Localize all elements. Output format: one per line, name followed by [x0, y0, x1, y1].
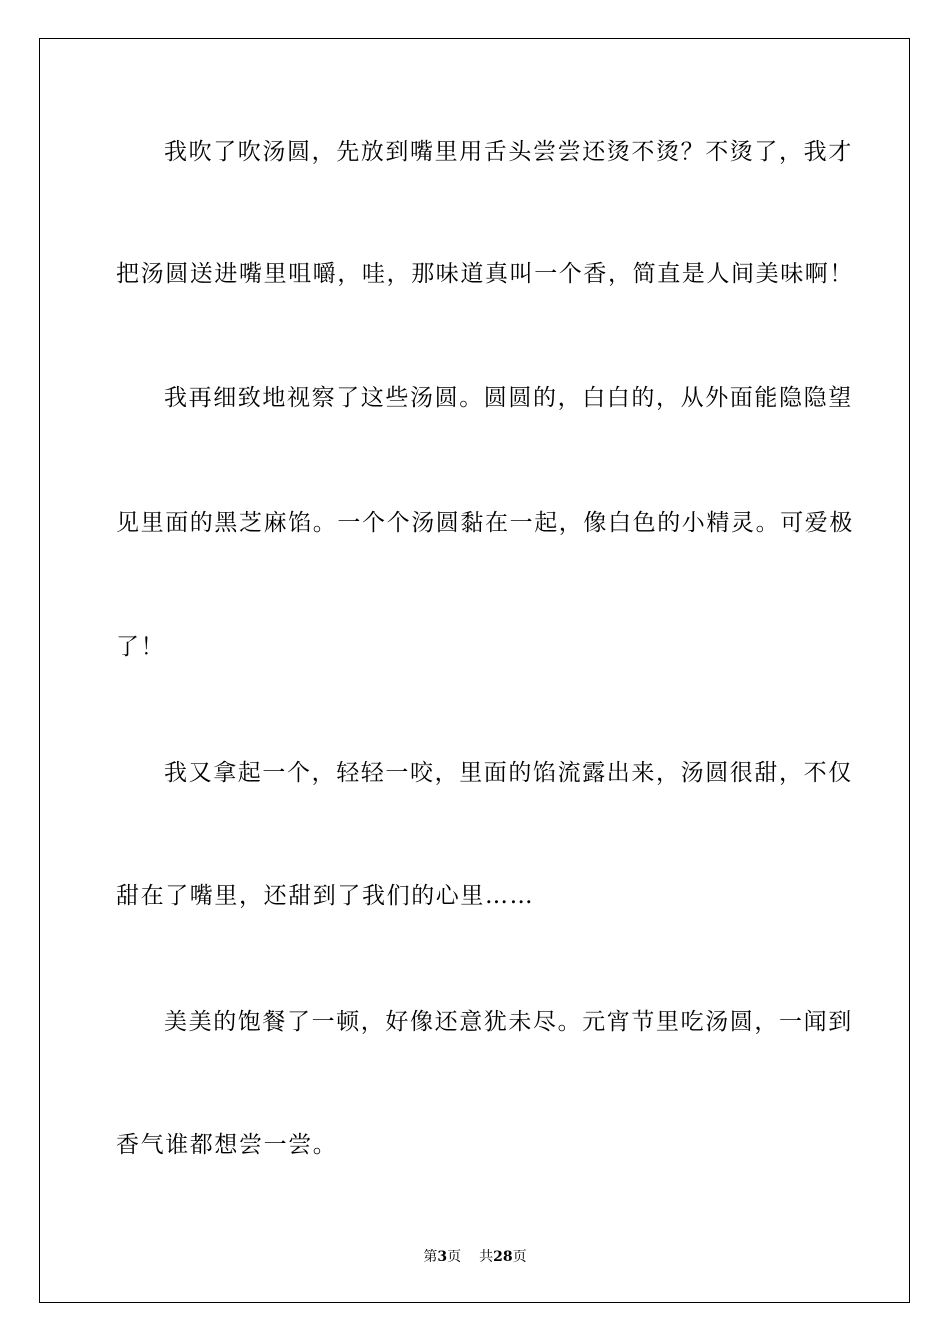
- paragraph-line: 我又拿起一个，轻轻一咬，里面的馅流露出来，汤圆很甜，不仅: [164, 760, 853, 786]
- total-pages: 28: [493, 1249, 513, 1265]
- page-suffix: 页: [447, 1249, 462, 1265]
- paragraph-line: 我再细致地视察了这些汤圆。圆圆的，白白的，从外面能隐隐望: [164, 385, 853, 411]
- paragraph-line: 美美的饱餐了一顿，好像还意犹未尽。元宵节里吃汤圆，一闻到: [164, 1009, 853, 1035]
- page-number: 3: [437, 1249, 448, 1265]
- page-border: [39, 38, 910, 1303]
- paragraph-line: 我吹了吹汤圆，先放到嘴里用舌头尝尝还烫不烫？不烫了，我才: [164, 139, 853, 165]
- total-suffix: 页: [512, 1249, 527, 1265]
- page-prefix: 第: [423, 1249, 438, 1265]
- paragraph-line: 把汤圆送进嘴里咀嚼，哇，那味道真叫一个香，简直是人间美味啊！: [116, 261, 854, 287]
- total-prefix: 共: [479, 1249, 494, 1265]
- page-footer: [0, 1248, 950, 1266]
- paragraph-line: 见里面的黑芝麻馅。一个个汤圆黏在一起，像白色的小精灵。可爱极: [116, 510, 854, 536]
- paragraph-line: 了！: [116, 634, 166, 660]
- paragraph-line: 甜在了嘴里，还甜到了我们的心里……: [116, 883, 535, 909]
- paragraph-line: 香气谁都想尝一尝。: [116, 1132, 338, 1158]
